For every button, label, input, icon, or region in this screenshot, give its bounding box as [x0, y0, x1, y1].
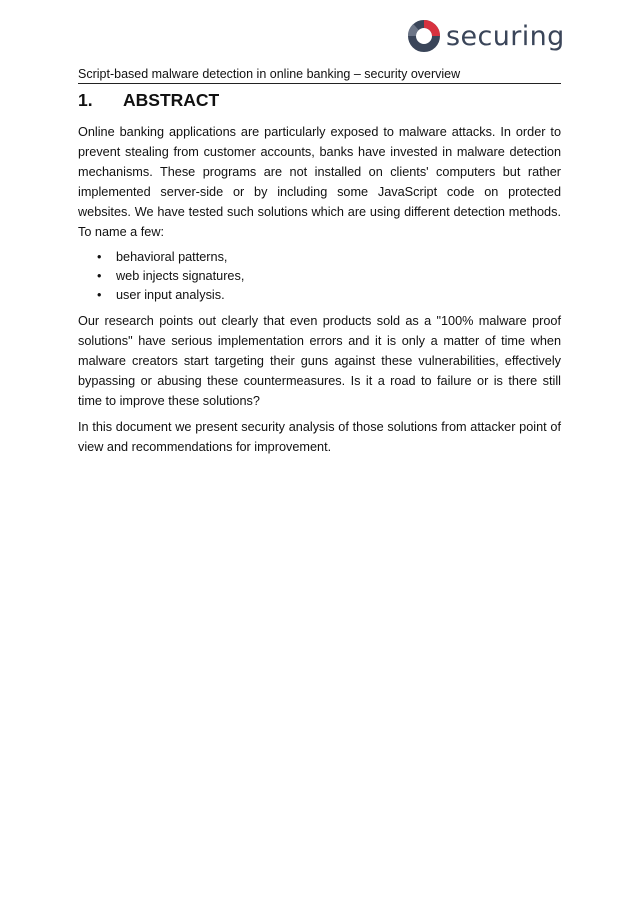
- logo-wordmark: securing: [446, 20, 565, 52]
- detection-methods-list: [78, 248, 561, 305]
- running-header: Script-based malware detection in online banking – security overview: [78, 66, 561, 84]
- list-item-text: user input analysis.: [116, 288, 225, 302]
- research-paragraph: Our research points out clearly that even products sold as a "100% malware proof solutions" have serious implementation errors and it is only a matter of time when malware creators start targeting their guns against these vulnerabilities, effectively bypassing or abusing these countermeasures. Is it a road to failure or is there still time to improve these solutions?: [78, 314, 561, 408]
- bullet-icon: •: [97, 269, 102, 283]
- list-item: [78, 286, 561, 305]
- bullet-icon: •: [97, 250, 102, 264]
- section-heading: [78, 89, 219, 111]
- securing-logo: [407, 16, 565, 56]
- closing-paragraph: In this document we present security analysis of those solutions from attacker point of view and recommendations for improvement.: [78, 420, 561, 454]
- list-item: [78, 267, 561, 286]
- bullet-icon: •: [97, 288, 102, 302]
- list-item: [78, 248, 561, 267]
- securing-logo-ring-icon: [407, 19, 441, 53]
- section-title: ABSTRACT: [123, 90, 220, 110]
- intro-paragraph: Online banking applications are particularly exposed to malware attacks. In order to prevent stealing from customer accounts, banks have invested in malware detection mechanisms. These programs are not installed on clients' computers but rather implemented server-side or by including some JavaScript code on protected websites. We have tested such solutions which are using different detection methods. To name a few:: [78, 125, 561, 239]
- abstract-body: [78, 122, 561, 463]
- list-item-text: behavioral patterns,: [116, 250, 228, 264]
- section-number: 1.: [78, 90, 93, 110]
- list-item-text: web injects signatures,: [116, 269, 245, 283]
